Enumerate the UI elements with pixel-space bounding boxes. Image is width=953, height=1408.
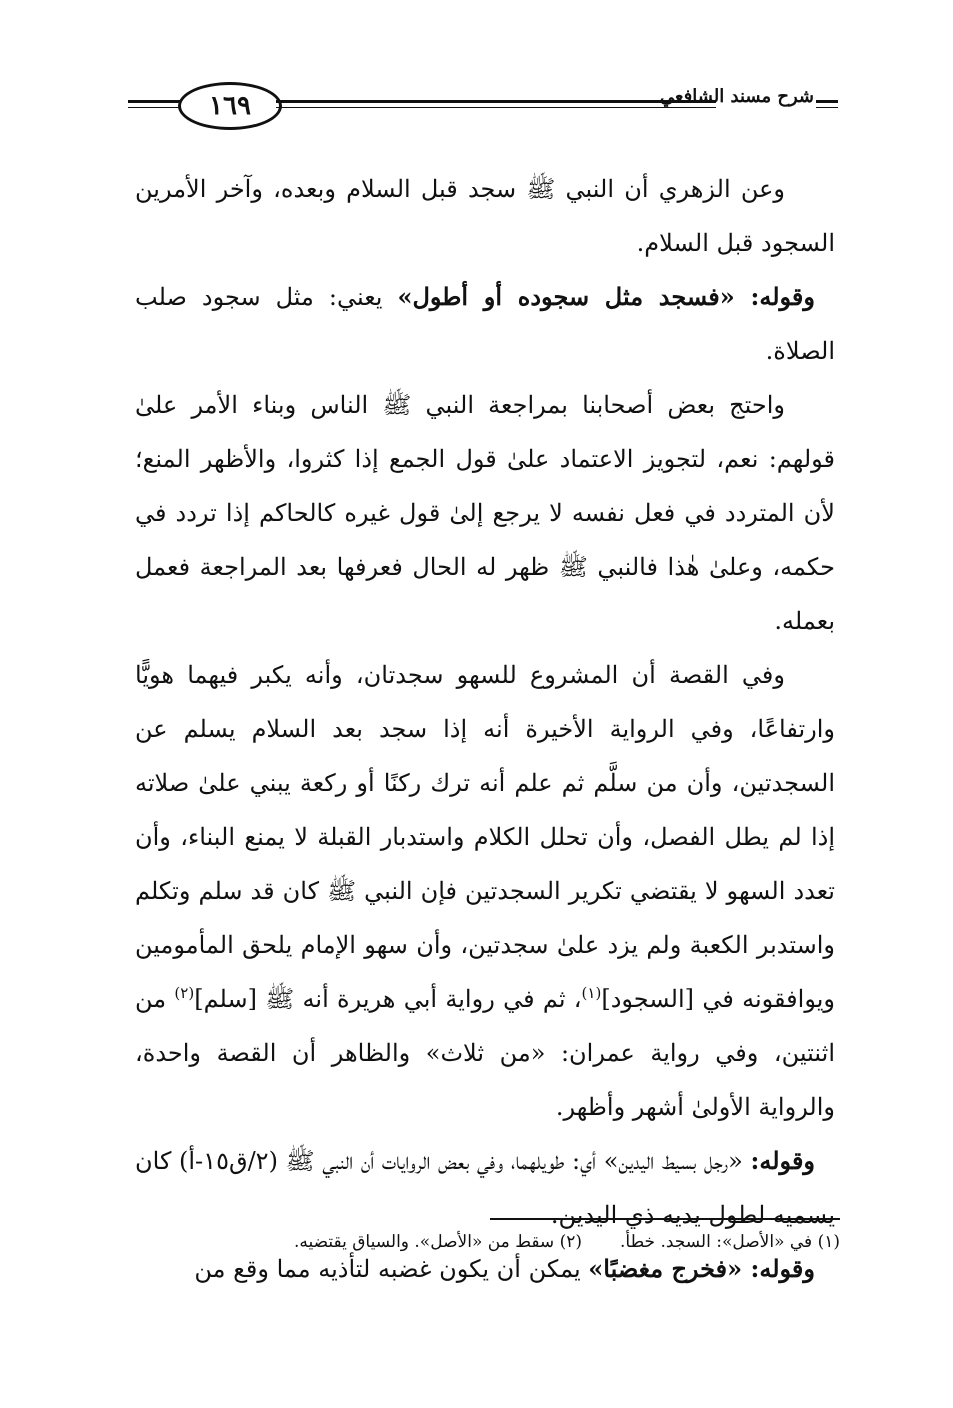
paragraph-3	[135, 378, 835, 648]
footnote-marker-1: (١)	[581, 984, 602, 1002]
header-rule-middle	[276, 100, 716, 108]
paragraph-text: «رجل بسيط اليدين» أي: طويلهما، وفي بعض الروايات أن النبي ﷺ (٢/ق١٥-أ) كان يسميه لطول يديه ذي اليدين.	[135, 1147, 835, 1229]
paragraph-text: وفي القصة أن المشروع للسهو سجدتان، وأنه يكبر فيهما هويًّا وارتفاعًا، وفي الرواية الأخيرة أنه إذا سجد بعد السلام يسلم عن السجدتين، وأن من سلَّم ثم علم أنه ترك ركنًا أو ركعة يبني علىٰ صلاته إذا لم يطل الفصل، وأن تحلل الكلام واستدبار القبلة لا يمنع البناء، وأن تعدد السهو لا يقتضي تكرير السجدتين فإن النبي ﷺ كان قد سلم وتكلم واستدبر الكعبة ولم يزد علىٰ سجدتين، وأن سهو الإمام يلحق المأمومين ويوافقونه في [السجود]	[135, 661, 835, 1013]
running-title: شرح مسند الشافعي	[659, 86, 814, 107]
header-rule-right	[816, 100, 838, 108]
paragraph-text-continued: ، ثم في رواية أبي هريرة أنه ﷺ [سلم]	[194, 985, 582, 1013]
page-number: ١٦٩	[178, 82, 282, 130]
paragraph-lead: وقوله: «فسجد مثل سجوده أو أطول»	[397, 282, 815, 311]
page-header	[128, 78, 838, 138]
paragraph-text: واحتج بعض أصحابنا بمراجعة النبي ﷺ الناس وبناء الأمر علىٰ قولهم: نعم، لتجويز الاعتماد علىٰ قول الجمع إذا كثروا، والأظهر المنع؛ لأن المتردد في فعل نفسه لا يرجع إلىٰ قول غيره كالحاكم إذا تردد في حكمه، وعلىٰ هٰذا فالنبي ﷺ ظهر له الحال فعرفها بعد المراجعة فعمل بعمله.	[135, 391, 835, 635]
paragraph-5	[135, 1134, 835, 1242]
paragraph-text: يمكن أن يكون غضبه لتأذيه مما وقع من	[194, 1255, 589, 1283]
page-body	[135, 162, 835, 1296]
footnote-2: (٢) سقط من «الأصل». والسياق يقتضيه.	[293, 1232, 582, 1252]
paragraph-text: يعني: مثل سجود صلب الصلاة.	[135, 283, 835, 365]
paragraph-2	[135, 270, 835, 378]
paragraph-text: وعن الزهري أن النبي ﷺ سجد قبل السلام وبعده، وآخر الأمرين السجود قبل السلام.	[135, 175, 835, 257]
paragraph-4	[135, 648, 835, 1134]
footnote-marker-2: (٢)	[174, 984, 195, 1002]
paragraph-text-continued: من اثنتين، وفي رواية عمران: «من ثلاث» والظاهر أن القصة واحدة، والرواية الأولىٰ أشهر وأظهر.	[135, 985, 835, 1121]
footnotes	[135, 1232, 840, 1262]
paragraph-1	[135, 162, 835, 270]
footnote-1: (١) في «الأصل»: السجد. خطأ.	[620, 1232, 840, 1252]
header-rule-left	[128, 100, 180, 108]
footnote-separator	[490, 1218, 840, 1220]
paragraph-lead: وقوله: «فخرج مغضبًا»	[588, 1254, 815, 1283]
paragraph-lead: وقوله:	[750, 1146, 815, 1175]
